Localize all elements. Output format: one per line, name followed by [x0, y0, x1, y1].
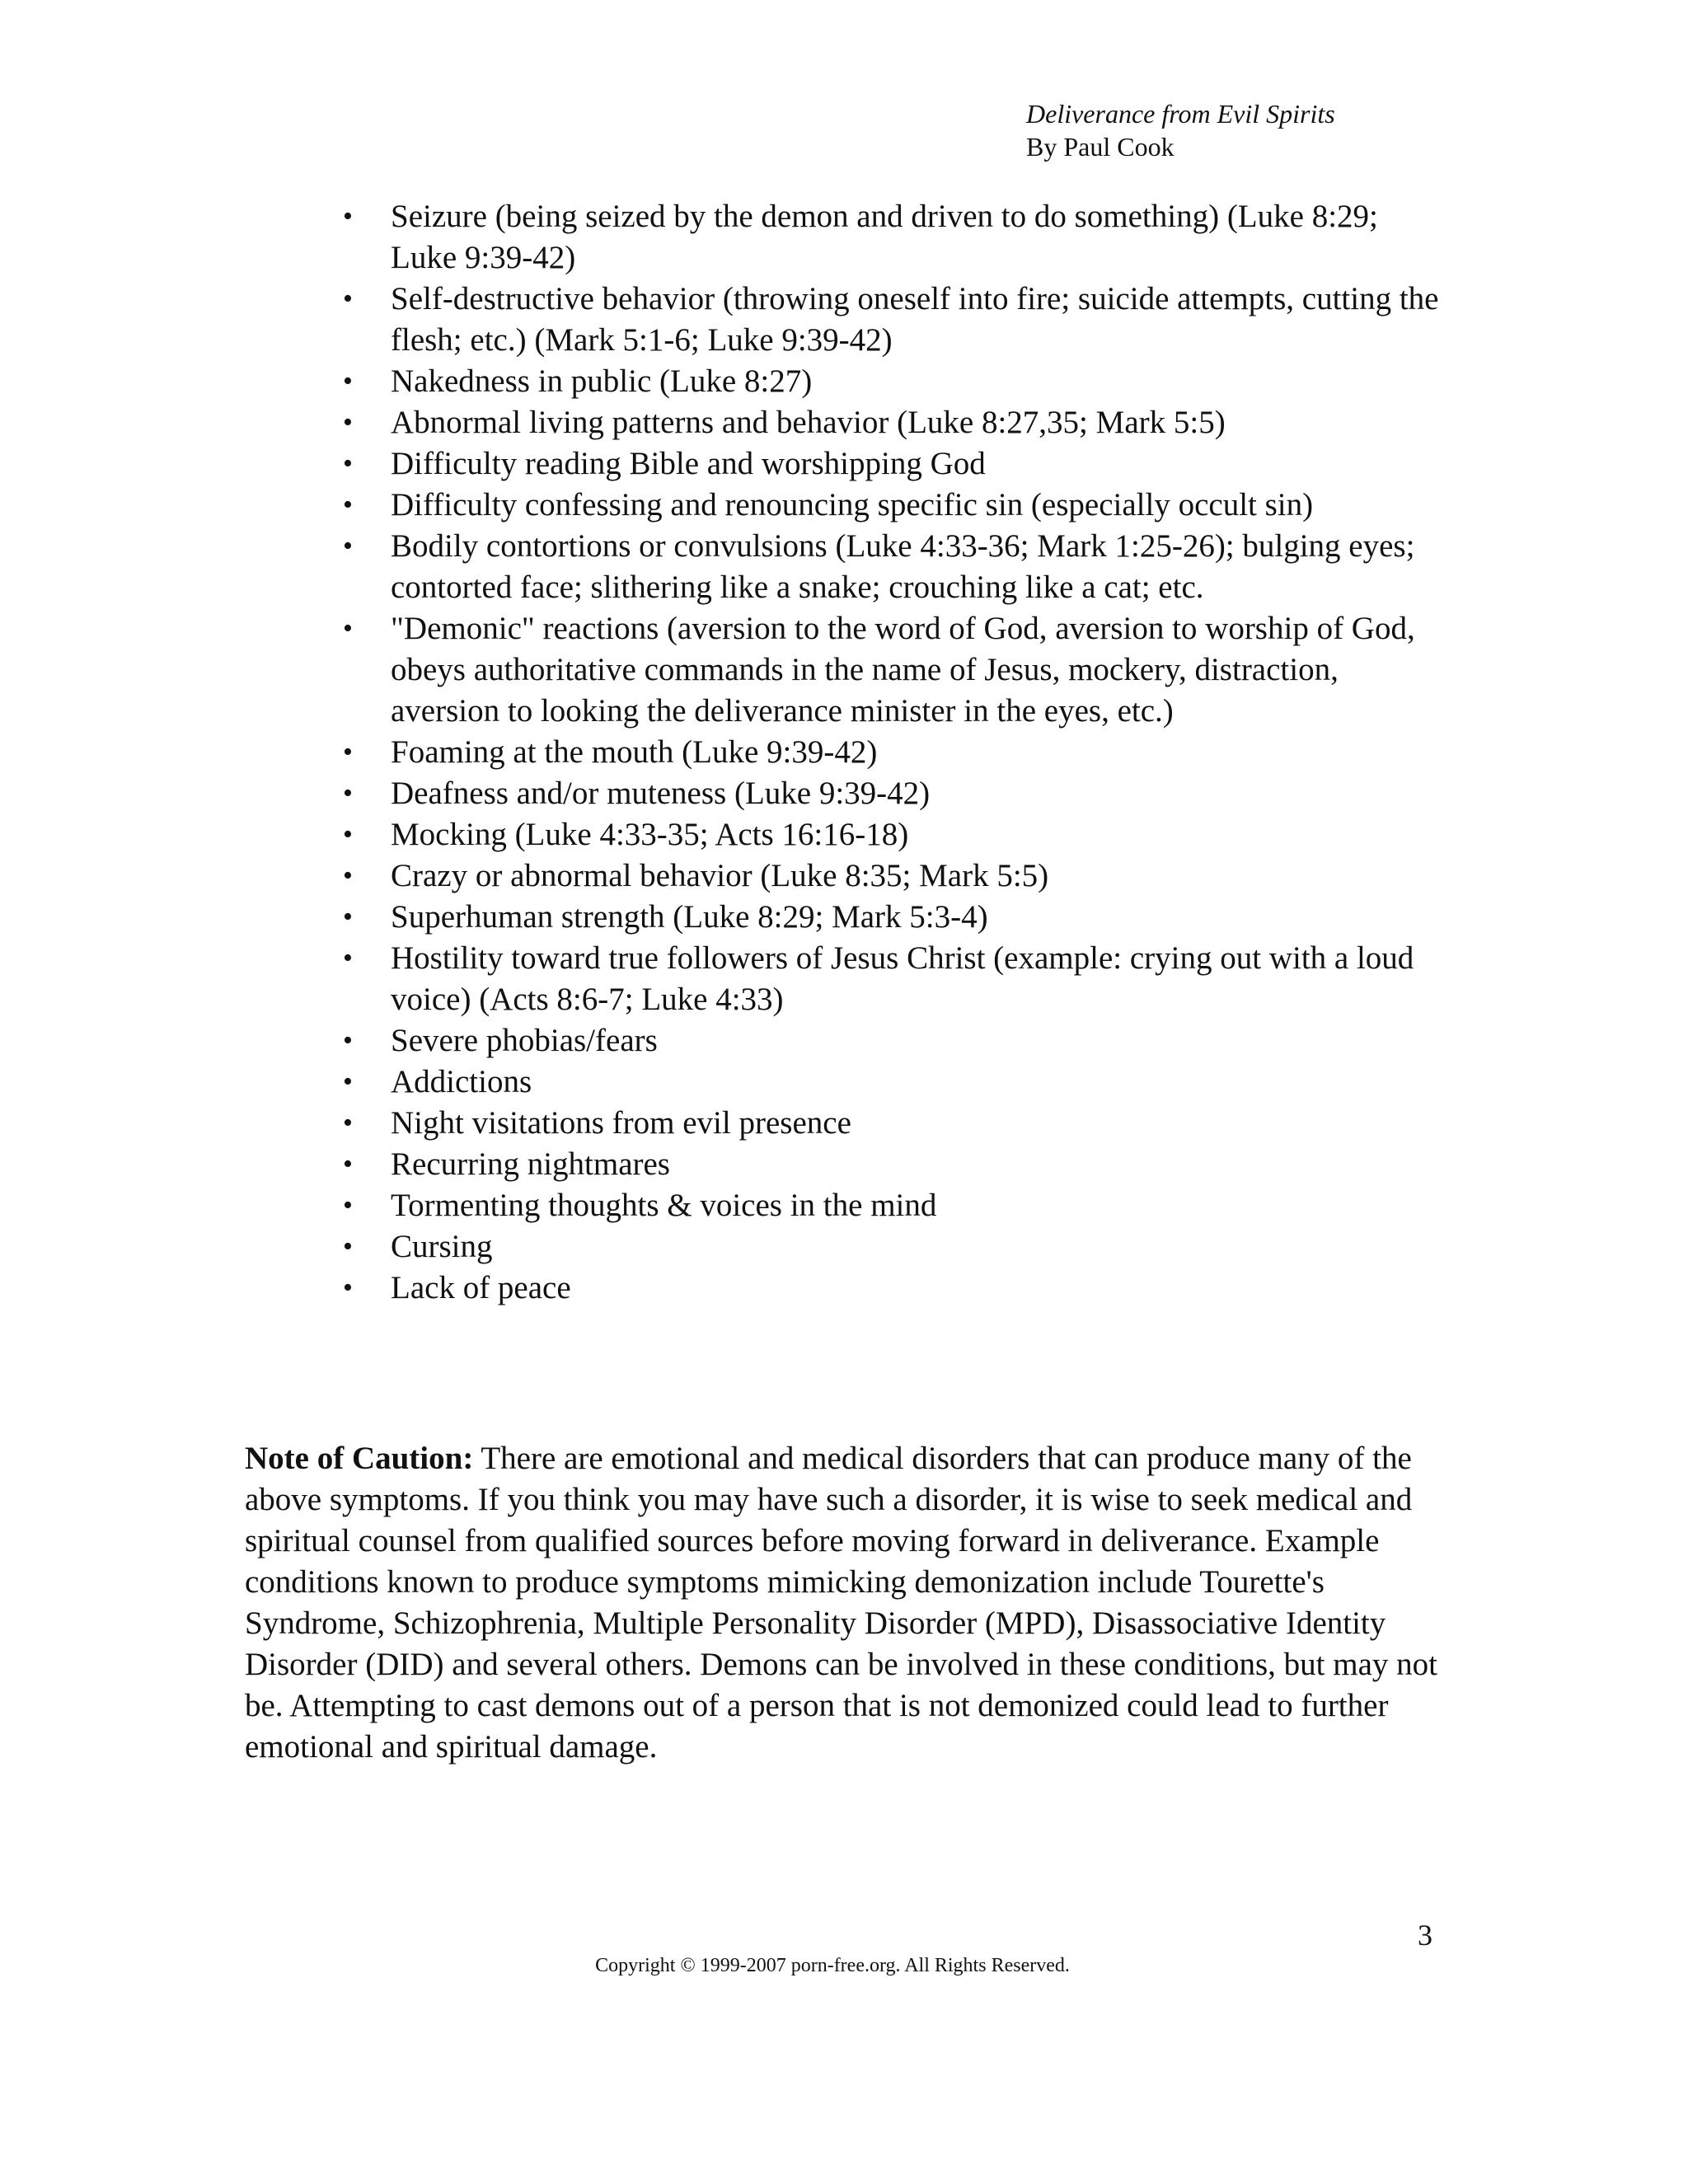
list-item: • Deafness and/or muteness (Luke 9:39-42) — [336, 773, 1441, 814]
caution-label: Note of Caution: — [245, 1441, 474, 1476]
list-item: • Severe phobias/fears — [336, 1020, 1441, 1062]
list-item: • Abnormal living patterns and behavior (Luke 8:27,35; Mark 5:5) — [336, 402, 1441, 443]
copyright-notice: Copyright © 1999-2007 porn-free.org. All Rights Reserved. — [595, 1955, 1070, 1976]
list-item: • Recurring nightmares — [336, 1144, 1441, 1185]
list-item: • Night visitations from evil presence — [336, 1103, 1441, 1144]
list-item: • Foaming at the mouth (Luke 9:39-42) — [336, 732, 1441, 773]
list-item: • Difficulty reading Bible and worshipping God — [336, 443, 1441, 485]
list-item: • Addictions — [336, 1062, 1441, 1103]
list-item: • Tormenting thoughts & voices in the mind — [336, 1185, 1441, 1226]
list-item: • Seizure (being seized by the demon and driven to do something) (Luke 8:29; Luke 9:39-42) — [336, 196, 1441, 279]
document-title: Deliverance from Evil Spirits — [1026, 99, 1335, 129]
symptom-list — [336, 196, 1441, 1309]
list-item: • Hostility toward true followers of Jesus Christ (example: crying out with a loud voice) (Acts 8:6-7; Luke 4:33) — [336, 938, 1441, 1020]
list-item: • Bodily contortions or convulsions (Luke 4:33-36; Mark 1:25-26); bulging eyes; contorted face; slithering like a snake; crouching like a cat; etc. — [336, 526, 1441, 608]
list-item: • Mocking (Luke 4:33-35; Acts 16:16-18) — [336, 814, 1441, 855]
list-item: • Nakedness in public (Luke 8:27) — [336, 361, 1441, 402]
running-header — [1026, 97, 1537, 163]
list-item: • Self-destructive behavior (throwing oneself into fire; suicide attempts, cutting the flesh; etc.) (Mark 5:1-6; Luke 9:39-42) — [336, 279, 1441, 361]
list-item: • Difficulty confessing and renouncing specific sin (especially occult sin) — [336, 485, 1441, 526]
document-author: By Paul Cook — [1026, 132, 1175, 162]
caution-text: There are emotional and medical disorders that can produce many of the above symptoms. If you think you may have such a disorder, it is wise to seek medical and spiritual counsel from qualified sources before moving forward in deliverance. Example conditions known to produce symptoms mimicking demonization include Tourette's Syndrome, Schizophrenia, Multiple Personality Disorder (MPD), Disassociative Identity Disorder (DID) and several others. Demons can be involved in these conditions, but may not be. Attempting to cast demons out of a person that is not demonized could lead to further emotional and spiritual damage. — [245, 1441, 1437, 1765]
list-item: • "Demonic" reactions (aversion to the word of God, aversion to worship of God, obeys authoritative commands in the name of Jesus, mockery, distraction, aversion to looking the deliverance minister in the eyes, etc.) — [336, 608, 1441, 732]
list-item: • Crazy or abnormal behavior (Luke 8:35; Mark 5:5) — [336, 855, 1441, 897]
page-number: 3 — [1418, 1919, 1432, 1952]
caution-paragraph — [245, 1438, 1440, 1768]
list-item: • Cursing — [336, 1226, 1441, 1268]
list-item: • Superhuman strength (Luke 8:29; Mark 5:3-4) — [336, 897, 1441, 938]
list-item: • Lack of peace — [336, 1268, 1441, 1309]
